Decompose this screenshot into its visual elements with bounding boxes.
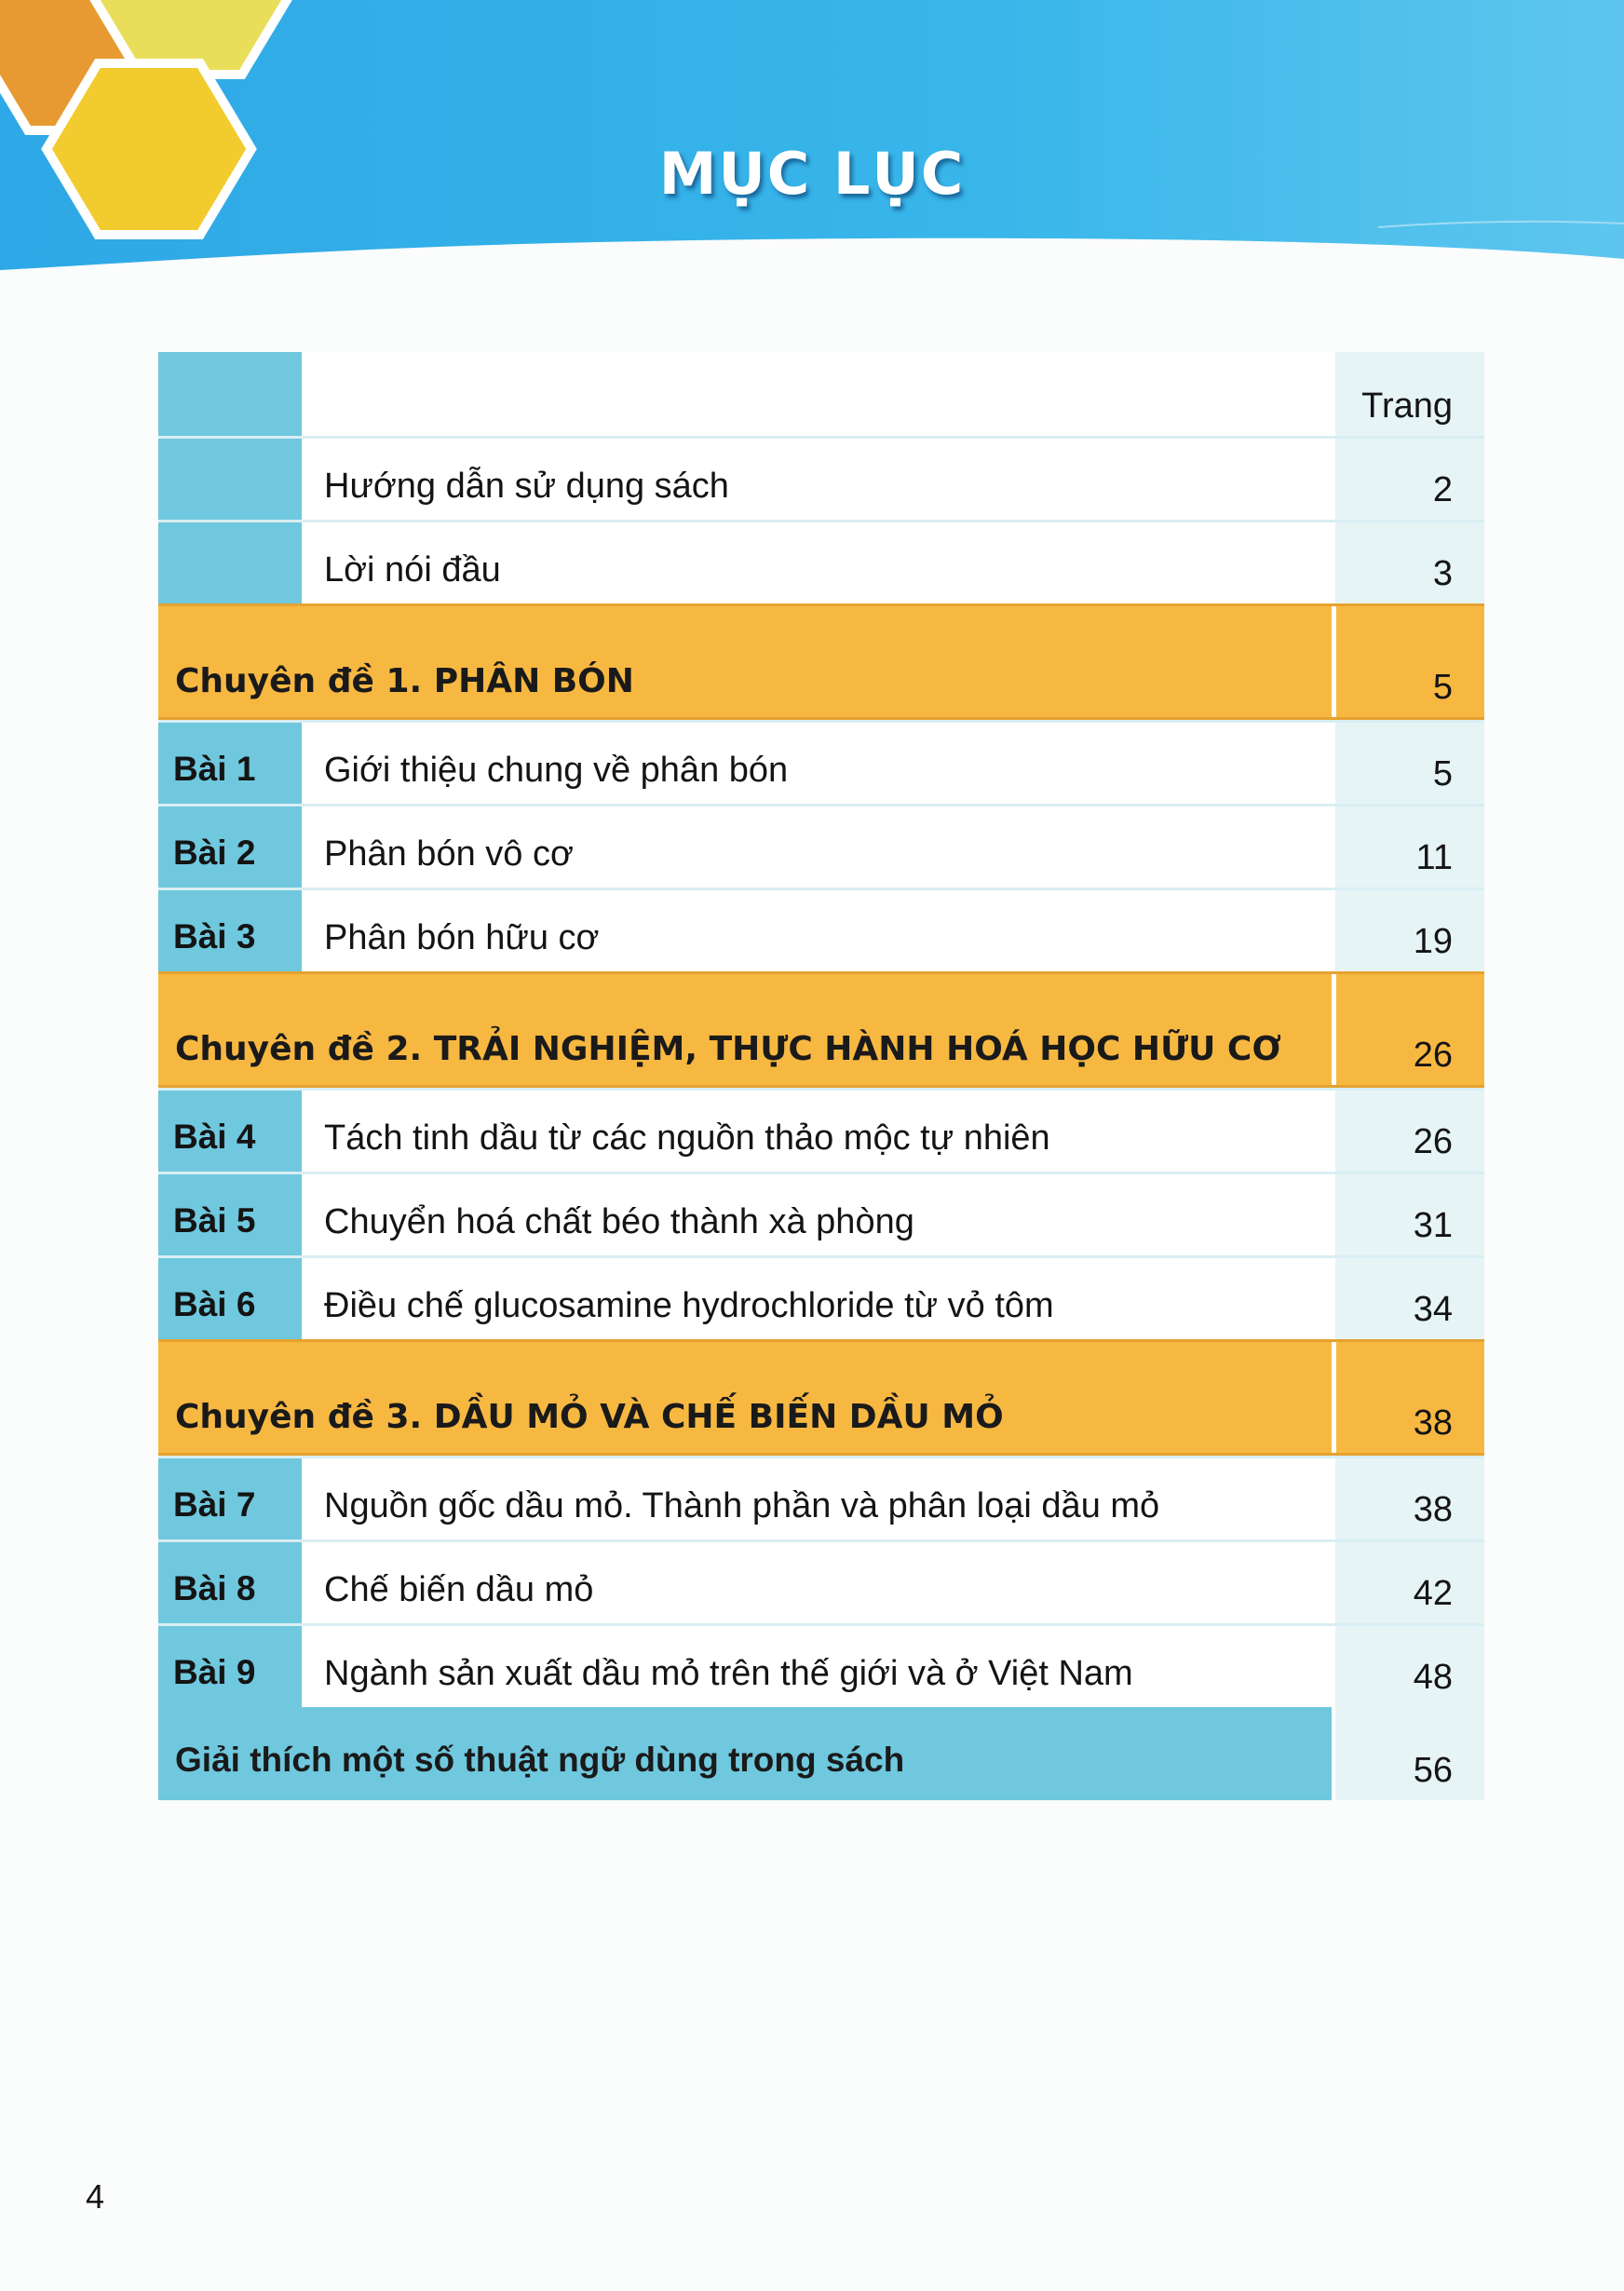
lesson-label: Bài 6 <box>173 1285 256 1323</box>
page-column-header: Trang <box>1361 386 1453 426</box>
lesson-label: Bài 4 <box>173 1118 256 1156</box>
glossary-row[interactable] <box>158 1707 1484 1800</box>
lesson-title: Phân bón hữu cơ <box>324 918 600 957</box>
entry-text: Hướng dẫn sử dụng sách <box>324 467 729 506</box>
table-of-contents <box>158 352 1484 1805</box>
lesson-label: Bài 5 <box>173 1201 256 1240</box>
page-title: MỤC LỤC <box>658 140 966 208</box>
topic-title: Chuyên đề 1. PHÂN BÓN <box>175 662 634 700</box>
label-cell <box>158 522 305 603</box>
toc-row-front-matter[interactable] <box>158 520 1484 603</box>
lesson-page: 26 <box>1413 1122 1453 1161</box>
lesson-row[interactable] <box>158 1172 1484 1255</box>
lesson-page: 5 <box>1432 754 1453 793</box>
lesson-page: 11 <box>1415 838 1453 877</box>
label-cell <box>158 352 305 436</box>
lesson-page: 48 <box>1413 1658 1453 1697</box>
lesson-label: Bài 8 <box>173 1569 256 1607</box>
topic-title: Chuyên đề 2. TRẢI NGHIỆM, THỰC HÀNH HOÁ HỌC HỮU CƠ <box>175 1030 1281 1068</box>
lesson-label: Bài 9 <box>173 1653 256 1691</box>
lesson-row[interactable] <box>158 1623 1484 1707</box>
lesson-title: Phân bón vô cơ <box>324 834 574 874</box>
lesson-title: Chế biến dầu mỏ <box>324 1570 594 1609</box>
lesson-label: Bài 1 <box>173 750 256 788</box>
lesson-row[interactable] <box>158 720 1484 804</box>
label-cell <box>158 439 305 520</box>
entry-page: 3 <box>1432 554 1453 593</box>
glossary-page: 56 <box>1413 1751 1453 1790</box>
topic-title: Chuyên đề 3. DẦU MỎ VÀ CHẾ BIẾN DẦU MỎ <box>175 1398 1004 1436</box>
lesson-row[interactable] <box>158 804 1484 888</box>
toc-row-front-matter[interactable] <box>158 436 1484 520</box>
lesson-title: Nguồn gốc dầu mỏ. Thành phần và phân loại dầu mỏ <box>324 1486 1160 1525</box>
lesson-row[interactable] <box>158 1456 1484 1539</box>
lesson-row[interactable] <box>158 1539 1484 1623</box>
lesson-label: Bài 2 <box>173 834 256 872</box>
lesson-page: 31 <box>1413 1206 1453 1245</box>
topic-page: 26 <box>1413 1036 1453 1075</box>
lesson-title: Điều chế glucosamine hydrochloride từ vỏ tôm <box>324 1286 1054 1325</box>
lesson-row[interactable] <box>158 1088 1484 1172</box>
topic-row-1[interactable] <box>158 603 1484 720</box>
text-cell <box>305 352 1332 436</box>
lesson-row[interactable] <box>158 1255 1484 1339</box>
toc-header-row <box>158 352 1484 436</box>
lesson-page: 38 <box>1413 1490 1453 1529</box>
lesson-page: 42 <box>1413 1574 1453 1613</box>
topic-row-2[interactable] <box>158 971 1484 1088</box>
entry-text: Lời nói đầu <box>324 550 501 590</box>
lesson-title: Giới thiệu chung về phân bón <box>324 751 789 790</box>
glossary-title: Giải thích một số thuật ngữ dùng trong sách <box>175 1741 905 1779</box>
lesson-title: Chuyển hoá chất béo thành xà phòng <box>324 1202 914 1241</box>
lesson-label: Bài 7 <box>173 1485 256 1524</box>
topic-page: 38 <box>1413 1403 1453 1443</box>
header-banner <box>0 0 1624 270</box>
lesson-title: Tách tinh dầu từ các nguồn thảo mộc tự nhiên <box>324 1118 1050 1158</box>
lesson-row[interactable] <box>158 888 1484 971</box>
topic-page: 5 <box>1432 668 1453 707</box>
lesson-label: Bài 3 <box>173 917 256 956</box>
page-cell <box>1332 352 1484 436</box>
lesson-page: 34 <box>1413 1290 1453 1329</box>
topic-row-3[interactable] <box>158 1339 1484 1456</box>
lesson-page: 19 <box>1413 922 1453 961</box>
lesson-title: Ngành sản xuất dầu mỏ trên thế giới và ở Việt Nam <box>324 1654 1133 1693</box>
entry-page: 2 <box>1432 470 1453 509</box>
page-number: 4 <box>86 2177 105 2216</box>
